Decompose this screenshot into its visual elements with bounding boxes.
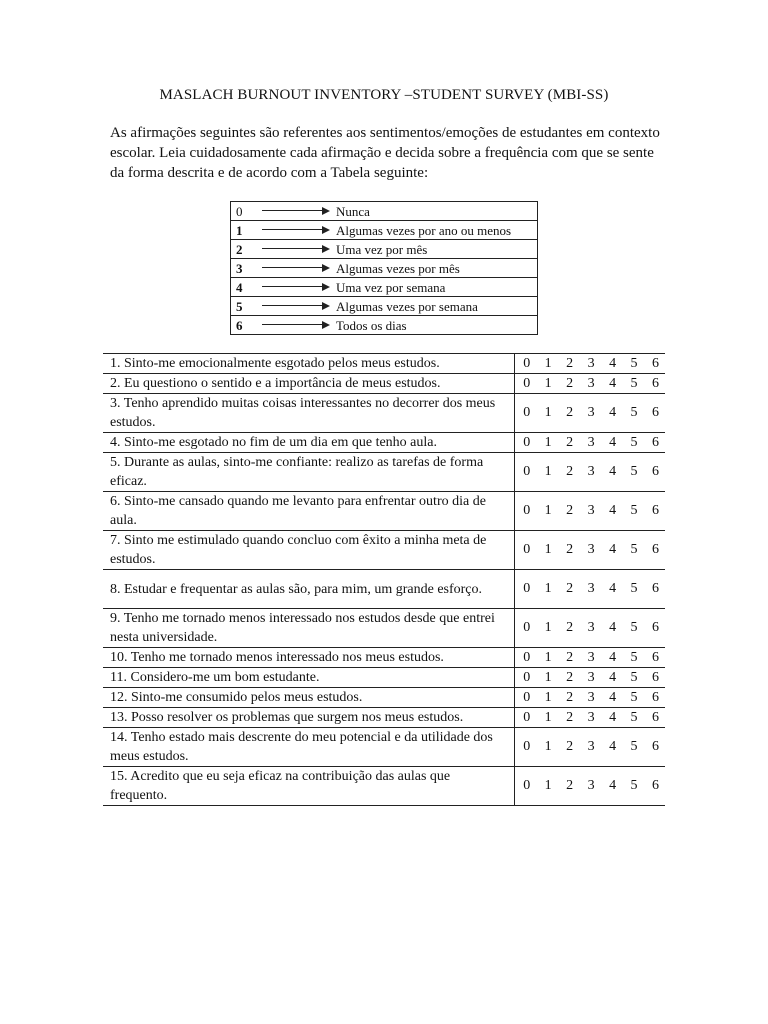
survey-item-text: 6. Sinto-me cansado quando me levanto para enfrentar outro dia de aula.	[103, 492, 515, 531]
response-option-5[interactable]: 5	[630, 649, 638, 665]
response-option-1[interactable]: 1	[544, 739, 552, 754]
response-option-4[interactable]: 4	[609, 739, 617, 754]
response-option-2[interactable]: 2	[566, 405, 574, 420]
response-option-6[interactable]: 6	[652, 739, 659, 754]
survey-item-text: 2. Eu questiono o sentido e a importância de meus estudos.	[103, 374, 515, 394]
response-option-2[interactable]: 2	[566, 709, 574, 725]
survey-item-row	[103, 453, 665, 492]
response-option-0[interactable]: 0	[523, 405, 531, 420]
survey-item-row	[103, 394, 665, 433]
right-arrow-icon	[258, 202, 336, 221]
page-title: MASLACH BURNOUT INVENTORY –STUDENT SURVEY (MBI-SS)	[159, 87, 609, 103]
right-arrow-icon	[258, 240, 336, 259]
response-options	[515, 492, 665, 531]
response-option-4[interactable]: 4	[609, 542, 617, 557]
response-option-1[interactable]: 1	[544, 405, 552, 420]
response-option-1[interactable]: 1	[544, 503, 552, 518]
survey-item-row	[103, 570, 665, 609]
response-option-5[interactable]: 5	[630, 669, 638, 685]
response-option-0[interactable]: 0	[523, 620, 531, 635]
response-options	[515, 394, 665, 433]
response-option-1[interactable]: 1	[544, 778, 552, 793]
survey-item-row	[103, 433, 665, 453]
response-option-1[interactable]: 1	[544, 689, 552, 705]
response-options	[515, 728, 665, 767]
response-option-5[interactable]: 5	[630, 709, 638, 725]
response-option-3[interactable]: 3	[587, 405, 595, 420]
response-option-4[interactable]: 4	[609, 464, 617, 479]
response-option-2[interactable]: 2	[566, 581, 574, 596]
response-options	[515, 708, 665, 728]
response-option-4[interactable]: 4	[609, 778, 617, 793]
response-options	[515, 354, 665, 374]
response-option-2[interactable]: 2	[566, 689, 574, 705]
response-option-0[interactable]: 0	[523, 709, 531, 725]
response-option-4[interactable]: 4	[609, 581, 617, 596]
response-option-4[interactable]: 4	[609, 355, 617, 371]
scale-value: 5	[231, 297, 259, 316]
response-option-5[interactable]: 5	[630, 739, 638, 754]
survey-item-row	[103, 609, 665, 648]
response-option-2[interactable]: 2	[566, 434, 574, 450]
response-options	[515, 453, 665, 492]
response-option-5[interactable]: 5	[630, 434, 638, 450]
survey-item-row	[103, 531, 665, 570]
response-option-6[interactable]: 6	[652, 778, 659, 793]
response-option-5[interactable]: 5	[630, 464, 638, 479]
scale-label: Todos os dias	[336, 316, 538, 335]
survey-item-row	[103, 708, 665, 728]
scale-label: Nunca	[336, 202, 538, 221]
response-option-4[interactable]: 4	[609, 434, 617, 450]
response-option-3[interactable]: 3	[587, 503, 595, 518]
response-option-6[interactable]: 6	[652, 709, 659, 725]
response-option-3[interactable]: 3	[587, 669, 595, 685]
response-option-3[interactable]: 3	[587, 581, 595, 596]
response-option-6[interactable]: 6	[652, 689, 659, 705]
survey-item-row	[103, 354, 665, 374]
survey-item-text: 1. Sinto-me emocionalmente esgotado pelos meus estudos.	[103, 354, 515, 374]
right-arrow-icon	[258, 259, 336, 278]
response-option-1[interactable]: 1	[544, 464, 552, 479]
response-option-6[interactable]: 6	[652, 620, 659, 635]
response-option-3[interactable]: 3	[587, 464, 595, 479]
response-option-0[interactable]: 0	[523, 581, 531, 596]
survey-item-text: 9. Tenho me tornado menos interessado nos estudos desde que entrei nesta universidade.	[103, 609, 515, 648]
response-option-0[interactable]: 0	[523, 778, 531, 793]
response-option-6[interactable]: 6	[652, 375, 659, 391]
survey-item-text: 4. Sinto-me esgotado no fim de um dia em que tenho aula.	[103, 433, 515, 453]
response-option-6[interactable]: 6	[652, 649, 659, 665]
response-option-0[interactable]: 0	[523, 503, 531, 518]
response-option-2[interactable]: 2	[566, 739, 574, 754]
scale-label: Uma vez por mês	[336, 240, 538, 259]
right-arrow-icon	[258, 316, 336, 335]
scale-row	[231, 240, 538, 259]
scale-row	[231, 297, 538, 316]
frequency-scale-table	[230, 201, 538, 335]
survey-item-text: 5. Durante as aulas, sinto-me confiante: realizo as tarefas de forma eficaz.	[103, 453, 515, 492]
response-options	[515, 374, 665, 394]
response-option-3[interactable]: 3	[587, 778, 595, 793]
survey-item-text: 11. Considero-me um bom estudante.	[103, 668, 515, 688]
scale-row	[231, 259, 538, 278]
response-option-5[interactable]: 5	[630, 405, 638, 420]
response-option-0[interactable]: 0	[523, 434, 531, 450]
survey-item-text: 14. Tenho estado mais descrente do meu potencial e da utilidade dos meus estudos.	[103, 728, 515, 767]
response-option-1[interactable]: 1	[544, 355, 552, 371]
response-option-6[interactable]: 6	[652, 669, 659, 685]
response-option-2[interactable]: 2	[566, 375, 574, 391]
scale-label: Algumas vezes por mês	[336, 259, 538, 278]
response-option-2[interactable]: 2	[566, 649, 574, 665]
response-option-3[interactable]: 3	[587, 542, 595, 557]
response-option-2[interactable]: 2	[566, 669, 574, 685]
response-option-0[interactable]: 0	[523, 669, 531, 685]
response-option-5[interactable]: 5	[630, 355, 638, 371]
response-option-3[interactable]: 3	[587, 620, 595, 635]
survey-item-text: 3. Tenho aprendido muitas coisas interessantes no decorrer dos meus estudos.	[103, 394, 515, 433]
response-option-2[interactable]: 2	[566, 355, 574, 371]
intro-paragraph: As afirmações seguintes são referentes aos sentimentos/emoções de estudantes em contexto escolar. Leia cuidadosamente cada afirmação e decida sobre a frequência com que se sente da forma descrita e de acordo com a Tabela seguinte:	[110, 125, 660, 181]
response-options	[515, 433, 665, 453]
response-option-2[interactable]: 2	[566, 464, 574, 479]
response-option-5[interactable]: 5	[630, 375, 638, 391]
response-option-4[interactable]: 4	[609, 375, 617, 391]
response-option-0[interactable]: 0	[523, 689, 531, 705]
right-arrow-icon	[258, 278, 336, 297]
scale-value: 2	[231, 240, 259, 259]
response-option-0[interactable]: 0	[523, 355, 531, 371]
response-option-6[interactable]: 6	[652, 464, 659, 479]
scale-label: Uma vez por semana	[336, 278, 538, 297]
scale-row	[231, 221, 538, 240]
response-option-5[interactable]: 5	[630, 581, 638, 596]
response-options	[515, 570, 665, 609]
response-option-2[interactable]: 2	[566, 620, 574, 635]
response-option-2[interactable]: 2	[566, 542, 574, 557]
response-option-0[interactable]: 0	[523, 649, 531, 665]
scale-value: 6	[231, 316, 259, 335]
survey-item-row	[103, 492, 665, 531]
survey-item-text: 7. Sinto me estimulado quando concluo com êxito a minha meta de estudos.	[103, 531, 515, 570]
scale-row	[231, 316, 538, 335]
response-option-3[interactable]: 3	[587, 355, 595, 371]
response-option-1[interactable]: 1	[544, 375, 552, 391]
response-option-6[interactable]: 6	[652, 405, 659, 420]
response-option-3[interactable]: 3	[587, 709, 595, 725]
response-option-1[interactable]: 1	[544, 709, 552, 725]
scale-row	[231, 278, 538, 297]
response-option-4[interactable]: 4	[609, 709, 617, 725]
response-option-1[interactable]: 1	[544, 542, 552, 557]
response-option-4[interactable]: 4	[609, 649, 617, 665]
response-options	[515, 531, 665, 570]
scale-row	[231, 202, 538, 221]
response-option-6[interactable]: 6	[652, 542, 659, 557]
response-option-5[interactable]: 5	[630, 503, 638, 518]
scale-value: 0	[231, 202, 259, 221]
response-option-1[interactable]: 1	[544, 434, 552, 450]
response-option-5[interactable]: 5	[630, 620, 638, 635]
response-option-5[interactable]: 5	[630, 542, 638, 557]
survey-item-row	[103, 728, 665, 767]
survey-item-text: 12. Sinto-me consumido pelos meus estudos.	[103, 688, 515, 708]
survey-item-row	[103, 374, 665, 394]
scale-label: Algumas vezes por ano ou menos	[336, 221, 538, 240]
response-option-4[interactable]: 4	[609, 503, 617, 518]
survey-item-text: 10. Tenho me tornado menos interessado nos meus estudos.	[103, 648, 515, 668]
scale-value: 1	[231, 221, 259, 240]
response-options	[515, 688, 665, 708]
response-option-4[interactable]: 4	[609, 689, 617, 705]
response-option-6[interactable]: 6	[652, 503, 659, 518]
response-options	[515, 609, 665, 648]
response-option-3[interactable]: 3	[587, 739, 595, 754]
survey-item-row	[103, 767, 665, 806]
response-option-3[interactable]: 3	[587, 649, 595, 665]
response-option-4[interactable]: 4	[609, 669, 617, 685]
response-option-0[interactable]: 0	[523, 464, 531, 479]
survey-item-text: 13. Posso resolver os problemas que surgem nos meus estudos.	[103, 708, 515, 728]
response-option-2[interactable]: 2	[566, 778, 574, 793]
response-options	[515, 767, 665, 806]
response-option-5[interactable]: 5	[630, 689, 638, 705]
scale-label: Algumas vezes por semana	[336, 297, 538, 316]
survey-item-text: 15. Acredito que eu seja eficaz na contribuição das aulas que frequento.	[103, 767, 515, 806]
response-option-4[interactable]: 4	[609, 620, 617, 635]
right-arrow-icon	[258, 297, 336, 316]
response-option-1[interactable]: 1	[544, 669, 552, 685]
survey-item-row	[103, 688, 665, 708]
scale-value: 4	[231, 278, 259, 297]
response-options	[515, 648, 665, 668]
survey-items-table	[103, 353, 665, 806]
response-option-0[interactable]: 0	[523, 375, 531, 391]
response-option-2[interactable]: 2	[566, 503, 574, 518]
response-option-3[interactable]: 3	[587, 689, 595, 705]
response-option-0[interactable]: 0	[523, 739, 531, 754]
survey-item-text: 8. Estudar e frequentar as aulas são, para mim, um grande esforço.	[103, 570, 515, 609]
response-option-1[interactable]: 1	[544, 649, 552, 665]
response-options	[515, 668, 665, 688]
response-option-1[interactable]: 1	[544, 581, 552, 596]
response-option-3[interactable]: 3	[587, 434, 595, 450]
response-option-6[interactable]: 6	[652, 434, 659, 450]
response-option-6[interactable]: 6	[652, 581, 659, 596]
response-option-0[interactable]: 0	[523, 542, 531, 557]
scale-value: 3	[231, 259, 259, 278]
response-option-1[interactable]: 1	[544, 620, 552, 635]
response-option-5[interactable]: 5	[630, 778, 638, 793]
survey-item-row	[103, 648, 665, 668]
response-option-4[interactable]: 4	[609, 405, 617, 420]
right-arrow-icon	[258, 221, 336, 240]
response-option-3[interactable]: 3	[587, 375, 595, 391]
response-option-6[interactable]: 6	[652, 355, 659, 371]
survey-item-row	[103, 668, 665, 688]
